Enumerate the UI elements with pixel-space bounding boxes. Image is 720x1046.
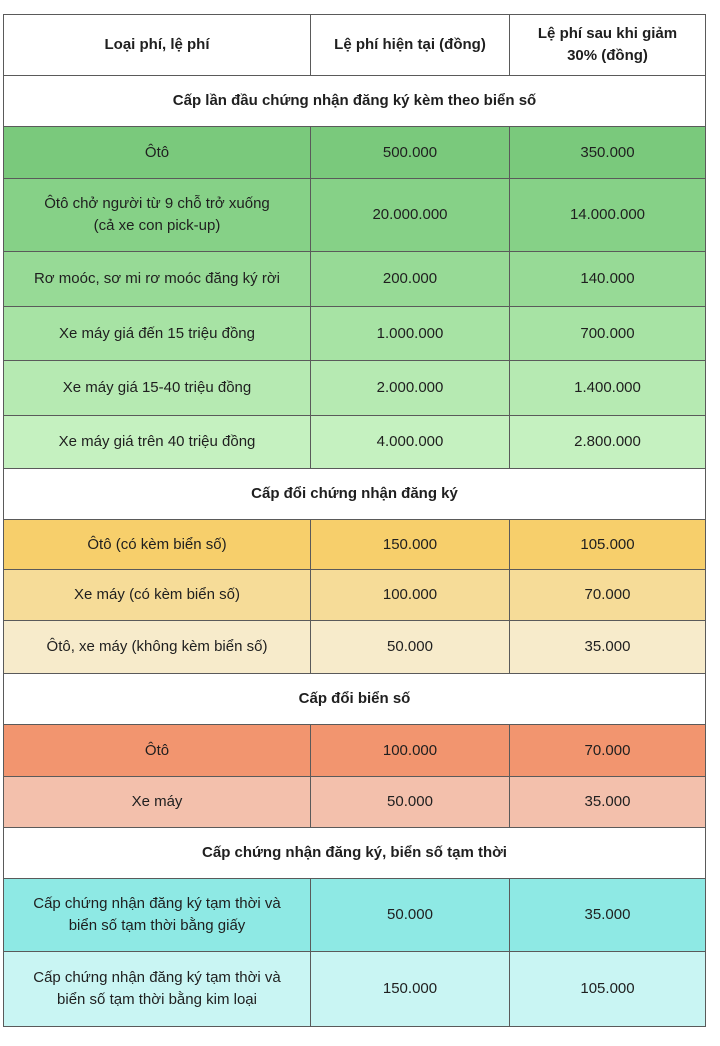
table-row — [4, 179, 706, 252]
current-fee-cell: 20.000.000 — [311, 179, 510, 252]
current-fee-cell: 100.000 — [311, 570, 510, 621]
header-reduced-fee — [510, 15, 706, 76]
current-fee-cell: 50.000 — [311, 621, 510, 674]
reduced-fee-cell: 105.000 — [510, 520, 706, 570]
fee-type-cell: Ôtô — [4, 725, 311, 777]
fee-type-line: Ôtô chở người từ 9 chỗ trở xuống — [44, 195, 270, 212]
fee-type-cell: Rơ moóc, sơ mi rơ moóc đăng ký rời — [4, 252, 311, 307]
section-title-row — [4, 828, 706, 879]
table-row — [4, 416, 706, 469]
fee-type-cell: Ôtô — [4, 127, 311, 179]
current-fee-cell: 4.000.000 — [311, 416, 510, 469]
section-title-row — [4, 674, 706, 725]
current-fee-cell: 100.000 — [311, 725, 510, 777]
table-row — [4, 127, 706, 179]
header-fee-type: Loại phí, lệ phí — [4, 15, 311, 76]
fee-type-line: biển số tạm thời bằng kim loại — [57, 991, 257, 1008]
fee-type-cell: Xe máy (có kèm biển số) — [4, 570, 311, 621]
reduced-fee-cell: 35.000 — [510, 621, 706, 674]
current-fee-cell: 150.000 — [311, 520, 510, 570]
table-row — [4, 361, 706, 416]
fee-type-line: Cấp chứng nhận đăng ký tạm thời và — [33, 895, 281, 912]
table-row — [4, 725, 706, 777]
reduced-fee-cell: 70.000 — [510, 570, 706, 621]
fee-type-line: Cấp chứng nhận đăng ký tạm thời và — [33, 969, 281, 986]
reduced-fee-cell: 2.800.000 — [510, 416, 706, 469]
fee-table — [3, 14, 706, 1027]
section-title: Cấp đổi biển số — [4, 674, 706, 725]
section-title-row — [4, 76, 706, 127]
reduced-fee-cell: 350.000 — [510, 127, 706, 179]
table-row — [4, 252, 706, 307]
section-title: Cấp lần đầu chứng nhận đăng ký kèm theo biển số — [4, 76, 706, 127]
fee-type-cell — [4, 879, 311, 952]
header-current-fee: Lệ phí hiện tại (đồng) — [311, 15, 510, 76]
table-row — [4, 777, 706, 828]
section-title: Cấp đổi chứng nhận đăng ký — [4, 469, 706, 520]
table-row — [4, 307, 706, 361]
reduced-fee-cell: 1.400.000 — [510, 361, 706, 416]
fee-type-cell — [4, 952, 311, 1027]
section-title-row — [4, 469, 706, 520]
current-fee-cell: 150.000 — [311, 952, 510, 1027]
reduced-fee-cell: 105.000 — [510, 952, 706, 1027]
fee-type-cell: Xe máy giá trên 40 triệu đồng — [4, 416, 311, 469]
reduced-fee-cell: 700.000 — [510, 307, 706, 361]
fee-type-cell: Xe máy giá đến 15 triệu đồng — [4, 307, 311, 361]
current-fee-cell: 1.000.000 — [311, 307, 510, 361]
current-fee-cell: 200.000 — [311, 252, 510, 307]
header-reduced-fee-line2: 30% (đồng) — [567, 47, 648, 64]
reduced-fee-cell: 14.000.000 — [510, 179, 706, 252]
table-row — [4, 952, 706, 1027]
reduced-fee-cell: 140.000 — [510, 252, 706, 307]
table-row — [4, 570, 706, 621]
table-row — [4, 621, 706, 674]
reduced-fee-cell: 70.000 — [510, 725, 706, 777]
reduced-fee-cell: 35.000 — [510, 879, 706, 952]
current-fee-cell: 50.000 — [311, 777, 510, 828]
current-fee-cell: 50.000 — [311, 879, 510, 952]
fee-type-cell: Ôtô, xe máy (không kèm biển số) — [4, 621, 311, 674]
fee-type-cell: Xe máy giá 15-40 triệu đồng — [4, 361, 311, 416]
fee-type-cell: Ôtô (có kèm biển số) — [4, 520, 311, 570]
reduced-fee-cell: 35.000 — [510, 777, 706, 828]
fee-type-cell — [4, 179, 311, 252]
table-row — [4, 879, 706, 952]
fee-type-line: biển số tạm thời bằng giấy — [68, 917, 246, 934]
fee-type-line: (cả xe con pick-up) — [93, 217, 221, 234]
header-reduced-fee-line1: Lệ phí sau khi giảm — [537, 25, 678, 42]
fee-type-cell: Xe máy — [4, 777, 311, 828]
section-title: Cấp chứng nhận đăng ký, biển số tạm thời — [4, 828, 706, 879]
table-row — [4, 520, 706, 570]
current-fee-cell: 500.000 — [311, 127, 510, 179]
current-fee-cell: 2.000.000 — [311, 361, 510, 416]
table-header-row — [4, 15, 706, 76]
